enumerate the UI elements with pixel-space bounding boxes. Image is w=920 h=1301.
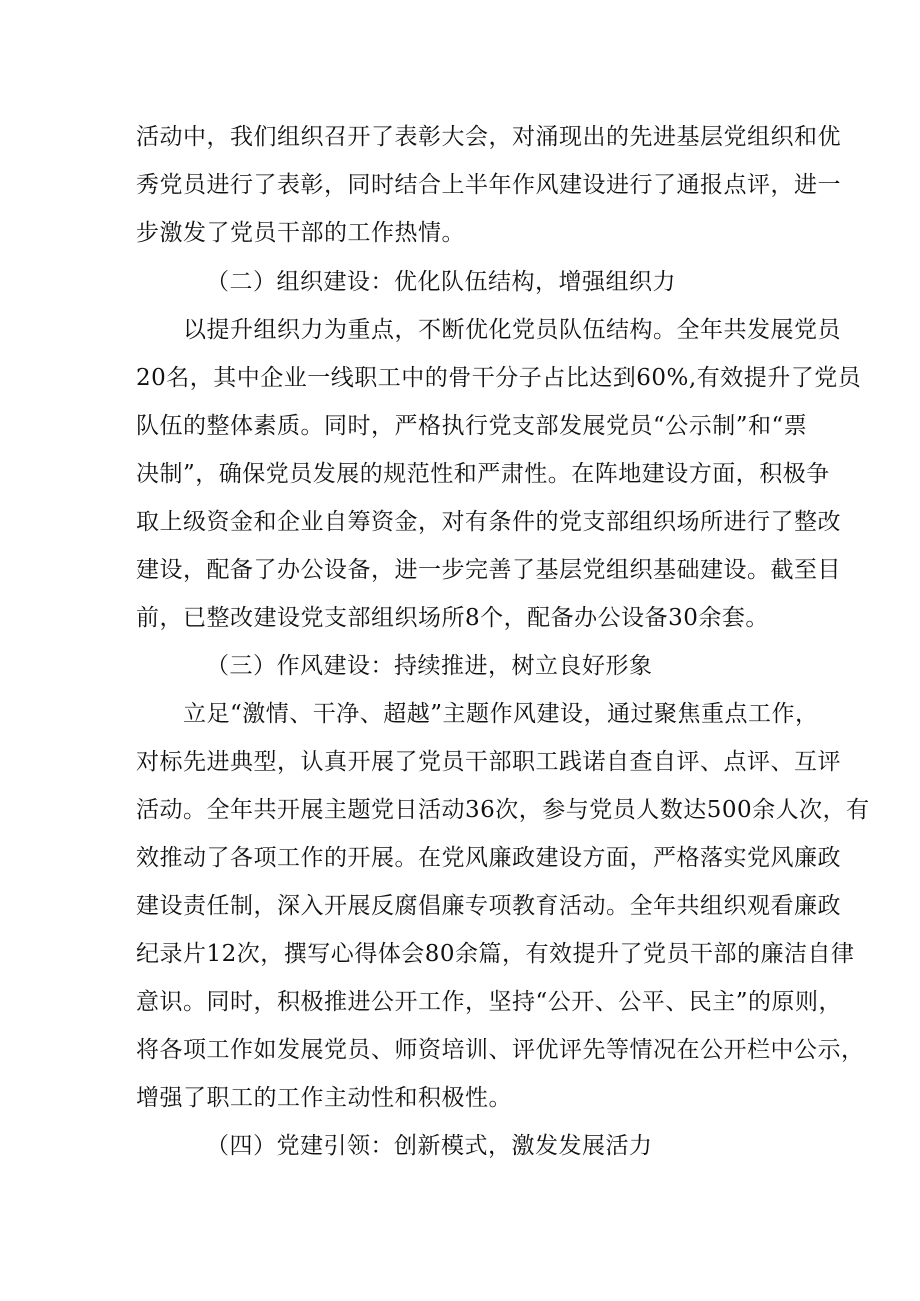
paragraph-line: 增强了职工的工作主动性和积极性。 <box>136 1085 512 1111</box>
paragraph-line: 对标先进典型，认真开展了党员干部职工践诺自查自评、点评、互评 <box>136 749 841 775</box>
paragraph-line: 建设责任制，深入开展反腐倡廉专项教育活动。全年共组织观看廉政 <box>136 893 841 919</box>
paragraph-line: 纪录片12次，撰写心得体会80余篇，有效提升了党员干部的廉洁自律 <box>136 941 855 967</box>
paragraph-line: 取上级资金和企业自筹资金，对有条件的党支部组织场所进行了整改 <box>136 509 841 535</box>
paragraph-line: 效推动了各项工作的开展。在党风廉政建设方面，严格落实党风廉政 <box>136 845 841 871</box>
section-heading: （二）组织建设：优化队伍结构，增强组织力 <box>206 269 676 295</box>
paragraph-line: 建设，配备了办公设备，进一步完善了基层党组织基础建设。截至目 <box>136 557 841 583</box>
paragraph-line: 活动。全年共开展主题党日活动36次，参与党员人数达500余人次，有 <box>136 797 870 823</box>
paragraph-line: 决制”，确保党员发展的规范性和严肃性。在阵地建设方面，积极争 <box>136 461 830 487</box>
paragraph-line: 立足“激情、干净、超越”主题作风建设，通过聚焦重点工作， <box>183 701 819 727</box>
paragraph-line: 秀党员进行了表彰，同时结合上半年作风建设进行了通报点评，进一 <box>136 172 841 198</box>
paragraph-line: 步激发了党员干部的工作热情。 <box>136 220 465 246</box>
paragraph-line: 以提升组织力为重点，不断优化党员队伍结构。全年共发展党员 <box>183 317 841 343</box>
section-heading: （三）作风建设：持续推进，树立良好形象 <box>206 653 653 679</box>
paragraph-line: 20名，其中企业一线职工中的骨干分子占比达到60%,有效提升了党员 <box>136 365 862 391</box>
paragraph-line: 队伍的整体素质。同时，严格执行党支部发展党员“公示制”和“票 <box>136 413 808 439</box>
section-heading: （四）党建引领：创新模式，激发发展活力 <box>206 1133 653 1159</box>
paragraph-line: 前，已整改建设党支部组织场所8个，配备办公设备30余套。 <box>136 605 769 631</box>
paragraph-line: 活动中，我们组织召开了表彰大会，对涌现出的先进基层党组织和优 <box>136 124 841 150</box>
paragraph-line: 意识。同时，积极推进公开工作，坚持“公开、公平、民主”的原则， <box>136 989 843 1015</box>
paragraph-line: 将各项工作如发展党员、师资培训、评优评先等情况在公开栏中公示， <box>136 1037 865 1063</box>
